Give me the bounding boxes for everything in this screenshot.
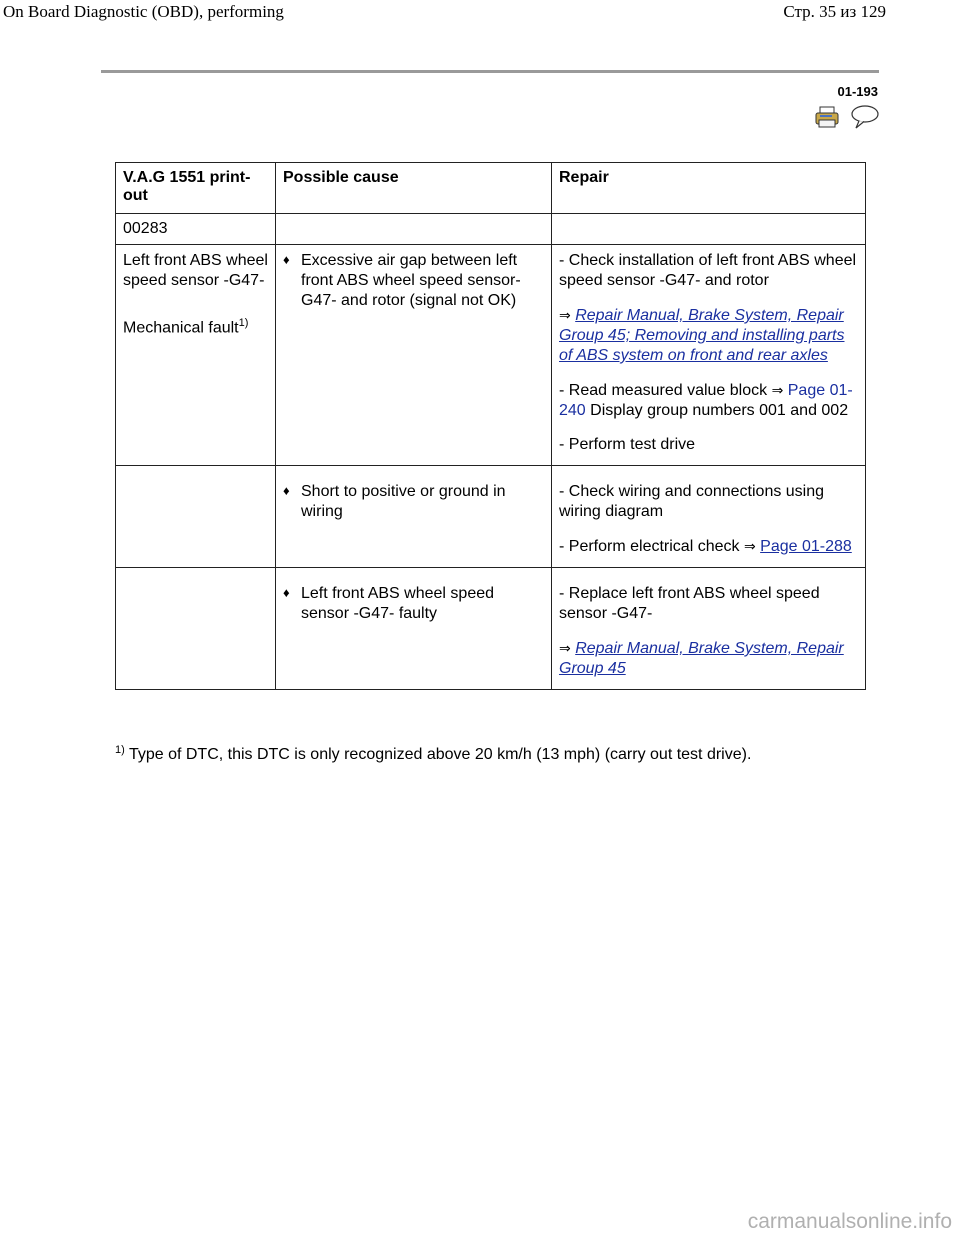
watermark: carmanualsonline.info: [747, 1210, 952, 1233]
repair-step: - Check wiring and connections using wiring diagram: [559, 483, 825, 520]
diamond-bullet-icon: ♦: [283, 585, 290, 600]
repair-step: - Check installation of left front ABS wheel speed sensor -G47- and rotor: [559, 252, 857, 289]
repair-step: - Perform electrical check ⇒ Page 01-288: [559, 538, 852, 555]
table-row: [116, 214, 866, 245]
fault-description-cell: [116, 245, 276, 466]
page-link-01-288[interactable]: Page 01-288: [760, 538, 852, 555]
cause-cell: [276, 245, 552, 466]
diamond-bullet-icon: ♦: [283, 252, 290, 267]
table-row: [116, 568, 866, 690]
speech-bubble-icon[interactable]: [852, 106, 878, 128]
footnote-text: Type of DTC, this DTC is only recognized above 20 km/h (13 mph) (carry out test drive).: [128, 746, 752, 763]
arrow-right-icon: ⇒: [559, 307, 571, 323]
cause-cell: [276, 568, 552, 690]
arrow-right-icon: ⇒: [743, 538, 756, 554]
cause-text: Short to positive or ground in wiring: [301, 483, 506, 520]
document-title: On Board Diagnostic (OBD), performing: [3, 2, 284, 21]
table-row: [116, 466, 866, 568]
repair-step: - Replace left front ABS wheel speed sensor -G47-: [559, 585, 820, 622]
page-link-01-240[interactable]: Page 01-240: [559, 382, 853, 419]
footnote-ref[interactable]: 1): [238, 317, 249, 329]
repair-cell: [552, 245, 866, 466]
fault-type: Mechanical fault$^{1)}$: [123, 317, 249, 337]
cause-text: Left front ABS wheel speed sensor -G47- faulty: [301, 585, 495, 622]
cause-cell: [276, 466, 552, 568]
column-header-printout: V.A.G 1551 print-out: [116, 163, 276, 214]
fault-code: 00283: [116, 214, 276, 245]
repair-manual-link[interactable]: Repair Manual, Brake System, Repair Group 45: [559, 640, 844, 677]
toolbar-icons: [815, 104, 881, 130]
table-row: [116, 245, 866, 466]
repair-manual-link[interactable]: Repair Manual, Brake System, Repair Group 45; Removing and installing parts of ABS system on front and rear axles: [559, 307, 845, 364]
page-counter: Стр. 35 из 129: [783, 2, 886, 21]
fault-label: Left front ABS wheel speed sensor -G47-: [123, 252, 268, 289]
column-header-repair: Repair: [552, 163, 866, 214]
repair-step: - Perform test drive: [559, 436, 696, 453]
repair-reference: [559, 305, 858, 366]
repair-cell: [552, 466, 866, 568]
cause-text: Excessive air gap between left front ABS wheel speed sensor-G47- and rotor (signal not OK): [301, 252, 521, 309]
repair-reference: [559, 638, 858, 679]
column-header-cause: Possible cause: [276, 163, 552, 214]
header-divider: [101, 70, 879, 73]
page-code: 01-193: [837, 84, 878, 99]
table-header-row: [116, 163, 866, 214]
diagnostic-table: [115, 162, 866, 690]
footnote: [115, 744, 751, 764]
repair-cell: [552, 568, 866, 690]
diamond-bullet-icon: ♦: [283, 483, 290, 498]
footnote-marker: 1): [115, 744, 125, 756]
printer-icon[interactable]: [816, 107, 838, 127]
arrow-right-icon: ⇒: [771, 382, 784, 398]
repair-step: - Read measured value block ⇒ Page 01-240 Display group numbers 001 and 002: [559, 382, 853, 419]
arrow-right-icon: ⇒: [559, 640, 571, 656]
